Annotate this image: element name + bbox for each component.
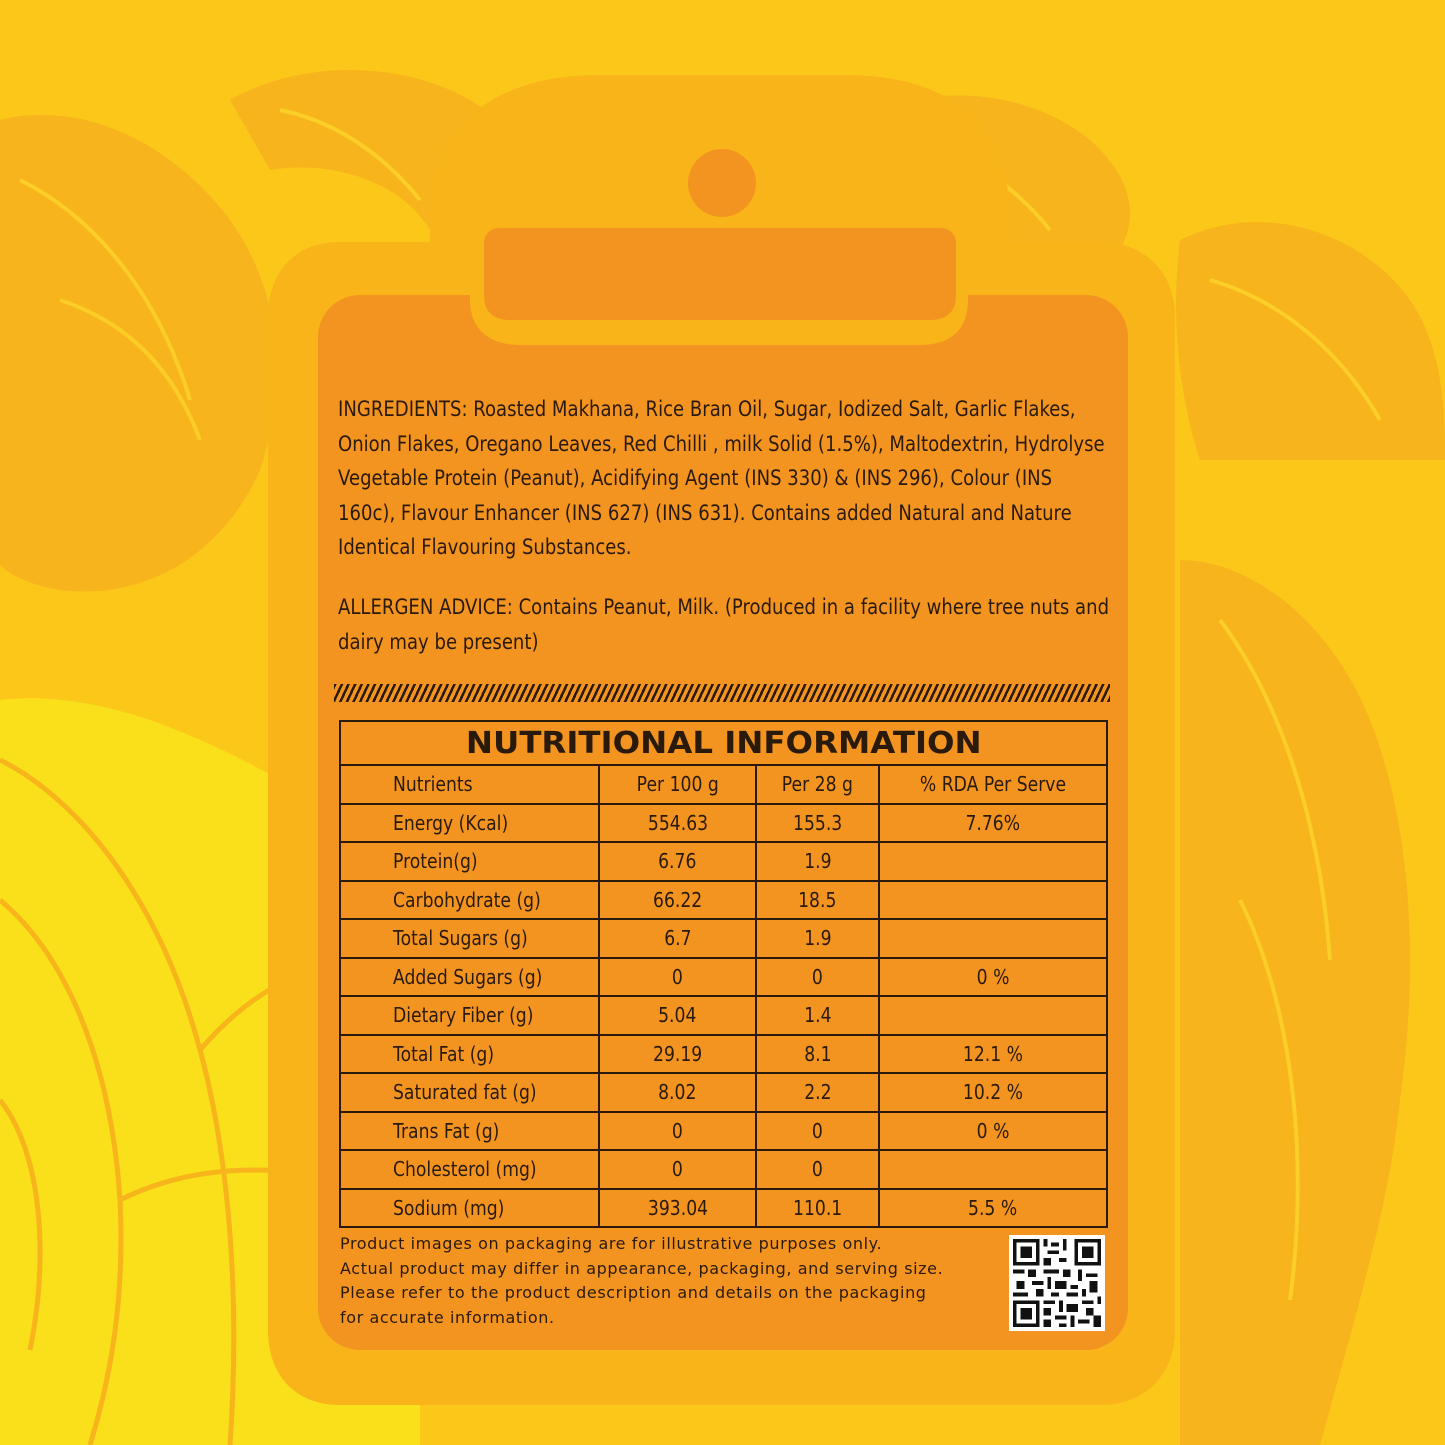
rda-value xyxy=(879,842,1107,881)
table-row xyxy=(340,1073,1107,1112)
header-nutrients: Nutrients xyxy=(340,765,599,804)
nutrient-name: Carbohydrate (g) xyxy=(340,881,599,920)
per-28g-value: 1.9 xyxy=(756,919,879,958)
per-28g-value: 155.3 xyxy=(756,804,879,843)
nutrient-name: Total Sugars (g) xyxy=(340,919,599,958)
nutrient-name: Added Sugars (g) xyxy=(340,958,599,997)
disclaimer-line: Product images on packaging are for illustrative purposes only. xyxy=(340,1234,883,1253)
table-row xyxy=(340,1150,1107,1189)
table-row xyxy=(340,1112,1107,1151)
nutrition-header-row xyxy=(340,765,1107,804)
rda-value xyxy=(879,1150,1107,1189)
disclaimer-line: for accurate information. xyxy=(340,1307,555,1327)
disclaimer-text xyxy=(340,1232,1010,1330)
rda-value: 12.1 % xyxy=(879,1035,1107,1074)
allergen-advice-text: ALLERGEN ADVICE: Contains Peanut, Milk. (Produced in a facility where tree nuts and dairy may be present) xyxy=(338,595,1110,654)
per-100g-value: 6.76 xyxy=(599,842,756,881)
rda-value xyxy=(879,919,1107,958)
nutrition-title-row xyxy=(340,721,1107,765)
qr-code-graphic xyxy=(1009,1235,1105,1331)
disclaimer-line: Please refer to the product description and details on the packaging xyxy=(340,1283,927,1302)
per-28g-value: 2.2 xyxy=(756,1073,879,1112)
nutrient-name: Saturated fat (g) xyxy=(340,1073,599,1112)
nutrient-name: Total Fat (g) xyxy=(340,1035,599,1074)
rda-value xyxy=(879,996,1107,1035)
ingredients-paragraph: INGREDIENTS: Roasted Makhana, Rice Bran Oil, Sugar, Iodized Salt, Garlic Flakes, Onion Flakes, Oregano Leaves, Red Chilli , milk Solid (1.5%), Maltodextrin, Hydrolyse Vegetable Protein (Peanut), Acidifying Agent (INS 330) & (INS 296), Colour (INS 160c), Flavour Enhancer (INS 627) (INS 631). Contains added Natural and Nature Identical Flavouring Substances. xyxy=(338,397,1105,559)
rda-value: 5.5 % xyxy=(879,1189,1107,1228)
header-rda: % RDA Per Serve xyxy=(879,765,1107,804)
per-100g-value: 0 xyxy=(599,958,756,997)
per-28g-value: 18.5 xyxy=(756,881,879,920)
rda-value: 0 % xyxy=(879,1112,1107,1151)
per-100g-value: 0 xyxy=(599,1150,756,1189)
per-100g-value: 8.02 xyxy=(599,1073,756,1112)
per-28g-value: 1.4 xyxy=(756,996,879,1035)
per-100g-value: 393.04 xyxy=(599,1189,756,1228)
per-28g-value: 110.1 xyxy=(756,1189,879,1228)
rda-value: 7.76% xyxy=(879,804,1107,843)
rda-value: 0 % xyxy=(879,958,1107,997)
per-100g-value: 0 xyxy=(599,1112,756,1151)
per-28g-value: 0 xyxy=(756,1150,879,1189)
table-row xyxy=(340,881,1107,920)
hatched-divider xyxy=(334,684,1110,702)
per-100g-value: 29.19 xyxy=(599,1035,756,1074)
nutrition-table xyxy=(339,720,1108,1228)
table-row xyxy=(340,919,1107,958)
nutrient-name: Sodium (mg) xyxy=(340,1189,599,1228)
per-28g-value: 1.9 xyxy=(756,842,879,881)
nutrient-name: Cholesterol (mg) xyxy=(340,1150,599,1189)
table-row xyxy=(340,842,1107,881)
header-per-100g: Per 100 g xyxy=(599,765,756,804)
nutrient-name: Trans Fat (g) xyxy=(340,1112,599,1151)
qr-code-icon[interactable] xyxy=(1009,1235,1105,1331)
table-row xyxy=(340,996,1107,1035)
nutrient-name: Energy (Kcal) xyxy=(340,804,599,843)
rda-value: 10.2 % xyxy=(879,1073,1107,1112)
table-row xyxy=(340,1189,1107,1228)
per-100g-value: 5.04 xyxy=(599,996,756,1035)
nutrition-title: NUTRITIONAL INFORMATION xyxy=(340,721,1107,765)
header-per-28g: Per 28 g xyxy=(756,765,879,804)
table-row xyxy=(340,804,1107,843)
ingredients-text xyxy=(338,392,1105,565)
nutrient-name: Protein(g) xyxy=(340,842,599,881)
per-100g-value: 554.63 xyxy=(599,804,756,843)
table-row xyxy=(340,958,1107,997)
rda-value xyxy=(879,881,1107,920)
nutrient-name: Dietary Fiber (g) xyxy=(340,996,599,1035)
per-28g-value: 8.1 xyxy=(756,1035,879,1074)
table-row xyxy=(340,1035,1107,1074)
per-100g-value: 66.22 xyxy=(599,881,756,920)
disclaimer-line: Actual product may differ in appearance, packaging, and serving size. xyxy=(340,1258,944,1278)
per-28g-value: 0 xyxy=(756,1112,879,1151)
per-28g-value: 0 xyxy=(756,958,879,997)
per-100g-value: 6.7 xyxy=(599,919,756,958)
